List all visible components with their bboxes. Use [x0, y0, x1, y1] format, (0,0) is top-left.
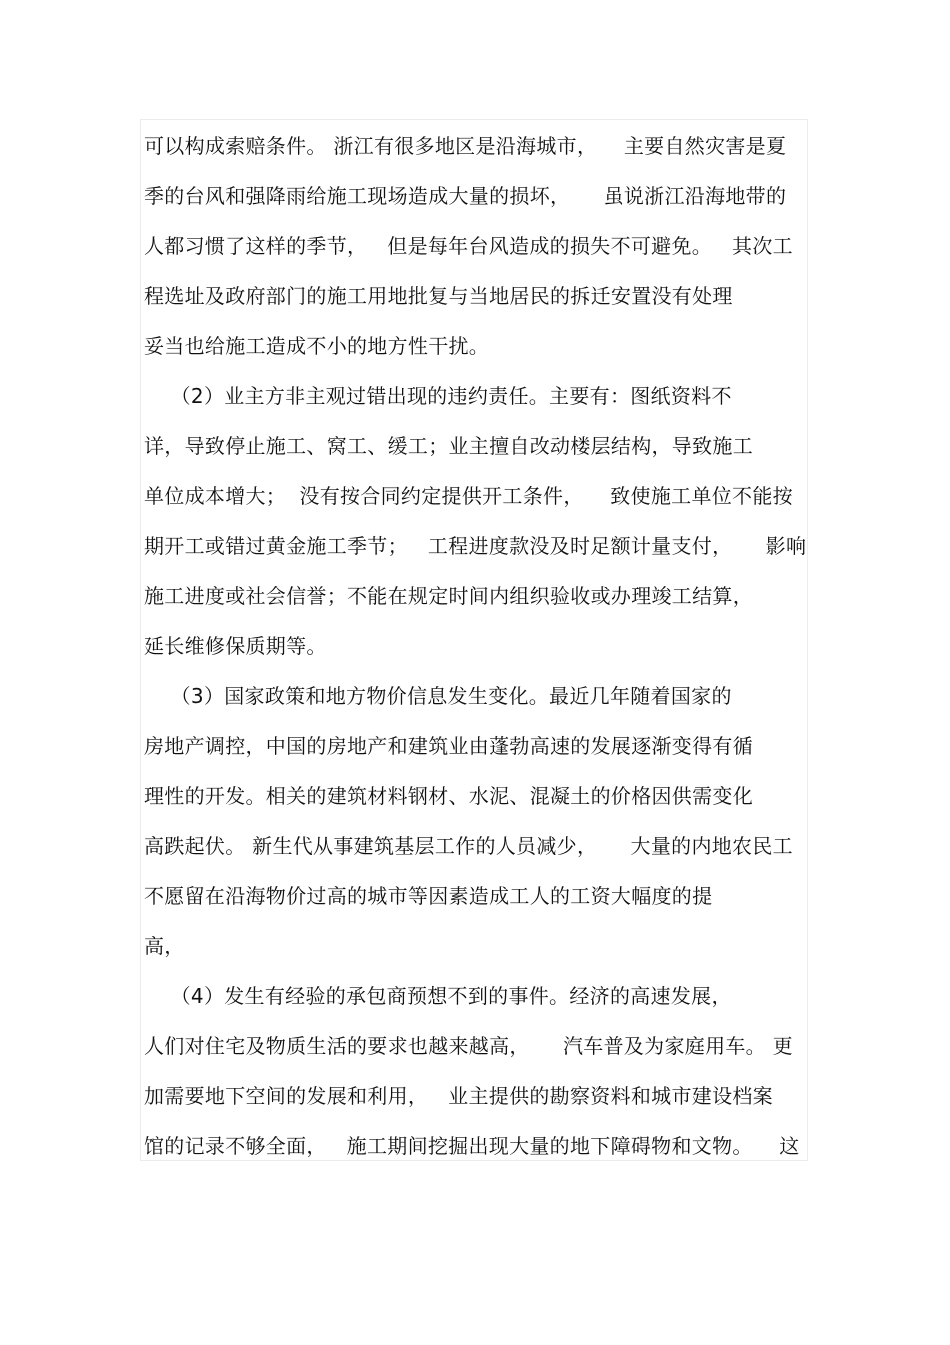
text-line: 房地产调控，中国的房地产和建筑业由蓬勃高速的发展逐渐变得有循 — [144, 734, 753, 758]
text-line: （2）业主方非主观过错出现的违约责任。主要有：图纸资料不 — [144, 384, 732, 408]
text-line: 加需要地下空间的发展和利用， 业主提供的勘察资料和城市建设档案 — [144, 1084, 773, 1108]
text-line: 理性的开发。相关的建筑材料钢材、水泥、混凝土的价格因供需变化 — [144, 784, 753, 808]
text-line: 详，导致停止施工、窝工、缓工；业主擅自改动楼层结构，导致施工 — [144, 434, 753, 458]
text-line: 馆的记录不够全面， 施工期间挖掘出现大量的地下障碍物和文物。 这 — [144, 1134, 800, 1158]
text-line: 可以构成索赔条件。 浙江有很多地区是沿海城市， 主要自然灾害是夏 — [144, 134, 787, 158]
text-line: （3）国家政策和地方物价信息发生变化。最近几年随着国家的 — [144, 684, 732, 708]
text-line: 施工进度或社会信誉；不能在规定时间内组织验收或办理竣工结算， — [144, 584, 753, 608]
text-line: 人们对住宅及物质生活的要求也越来越高， 汽车普及为家庭用车。 更 — [144, 1034, 793, 1058]
text-line: 妥当也给施工造成不小的地方性干扰。 — [144, 334, 490, 358]
text-line: 期开工或错过黄金施工季节； 工程进度款没及时足额计量支付， 影响 — [144, 534, 807, 558]
text-line: 高， — [144, 934, 185, 958]
text-line: 单位成本增大； 没有按合同约定提供开工条件， 致使施工单位不能按 — [144, 484, 793, 508]
text-line: 高跌起伏。 新生代从事建筑基层工作的人员减少， 大量的内地农民工 — [144, 834, 793, 858]
text-line: 季的台风和强降雨给施工现场造成大量的损坏， 虽说浙江沿海地带的 — [144, 184, 787, 208]
text-line: （4）发生有经验的承包商预想不到的事件。经济的高速发展， — [144, 984, 732, 1008]
text-line: 程选址及政府部门的施工用地批复与当地居民的拆迁安置没有处理 — [144, 284, 733, 308]
text-line: 人都习惯了这样的季节， 但是每年台风造成的损失不可避免。 其次工 — [144, 234, 793, 258]
text-line: 不愿留在沿海物价过高的城市等因素造成工人的工资大幅度的提 — [144, 884, 713, 908]
text-line: 延长维修保质期等。 — [144, 634, 327, 658]
